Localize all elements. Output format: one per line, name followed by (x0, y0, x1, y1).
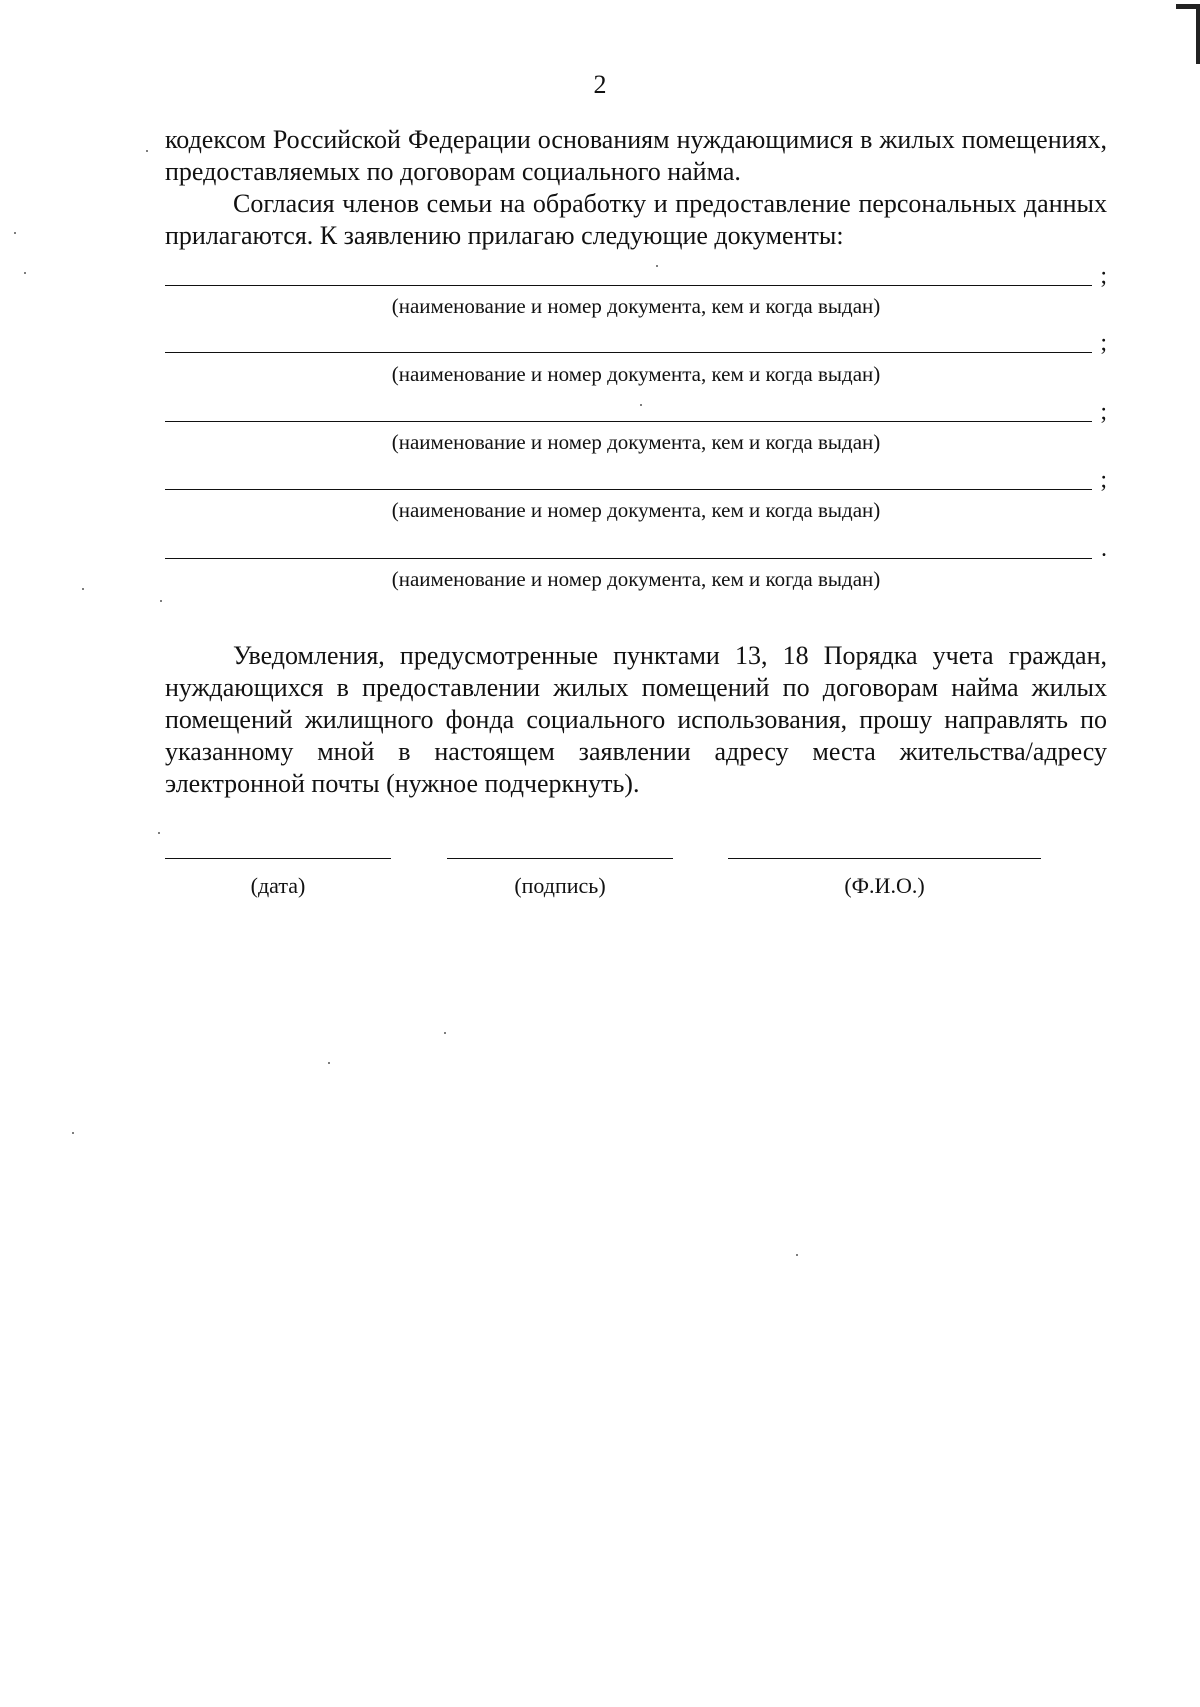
intro-paragraph-2: Согласия членов семьи на обработку и предоставление персональных данных прилагаются. К заявлению прилагаю следующие документы: (165, 189, 1107, 250)
scan-speck (72, 1132, 74, 1134)
document-caption-3: (наименование и номер документа, кем и когда выдан) (391, 430, 881, 454)
line-punctuation: . (1101, 536, 1107, 562)
document-line-3 (165, 390, 1107, 425)
scan-speck (146, 150, 148, 152)
document-line-5 (165, 527, 1107, 562)
fill-in-line (165, 352, 1092, 353)
fill-in-line (165, 421, 1092, 422)
line-punctuation: ; (1100, 467, 1107, 493)
intro-paragraph-1: кодексом Российской Федерации основаниям нуждающимися в жилых помещениях, предоставляемых по договорам социального найма. (165, 125, 1107, 186)
notice-section (165, 640, 1107, 800)
fill-in-line (165, 558, 1092, 559)
document-line-4 (165, 458, 1107, 493)
document-caption-4: (наименование и номер документа, кем и когда выдан) (391, 498, 881, 522)
document-line-2 (165, 321, 1107, 356)
scan-speck (14, 232, 16, 234)
scan-speck (158, 832, 160, 834)
document-caption-5: (наименование и номер документа, кем и когда выдан) (391, 567, 881, 591)
name-line (728, 858, 1041, 859)
scan-speck (24, 272, 26, 274)
scan-speck (160, 600, 162, 602)
line-punctuation: ; (1100, 399, 1107, 425)
scan-corner-mark (1174, 0, 1200, 64)
date-line (165, 858, 391, 859)
intro-section (165, 124, 1107, 252)
scan-speck (656, 265, 658, 267)
signature-caption: (подпись) (514, 873, 606, 898)
date-caption: (дата) (250, 873, 306, 898)
document-line-1 (165, 254, 1107, 289)
scan-speck (640, 404, 642, 406)
line-punctuation: ; (1100, 263, 1107, 289)
name-caption: (Ф.И.О.) (844, 873, 925, 898)
page-number: 2 (593, 70, 607, 99)
signature-line (447, 858, 673, 859)
fill-in-line (165, 489, 1092, 490)
document-caption-2: (наименование и номер документа, кем и когда выдан) (391, 362, 881, 386)
scan-speck (796, 1254, 798, 1256)
scan-speck (444, 1032, 446, 1034)
fill-in-line (165, 285, 1092, 286)
line-punctuation: ; (1100, 330, 1107, 356)
notice-paragraph: Уведомления, предусмотренные пунктами 13, 18 Порядка учета граждан, нуждающихся в предоставлении жилых помещений по договорам найма жилых помещений жилищного фонда социального использования, прошу направлять по указанному мной в настоящем заявлении адресу места жительства/адресу электронной почты (нужное подчеркнуть). (165, 641, 1107, 798)
scan-speck (328, 1062, 330, 1064)
scan-mark-vertical (1196, 4, 1200, 64)
document-caption-1: (наименование и номер документа, кем и когда выдан) (391, 294, 881, 318)
scan-speck (82, 588, 84, 590)
